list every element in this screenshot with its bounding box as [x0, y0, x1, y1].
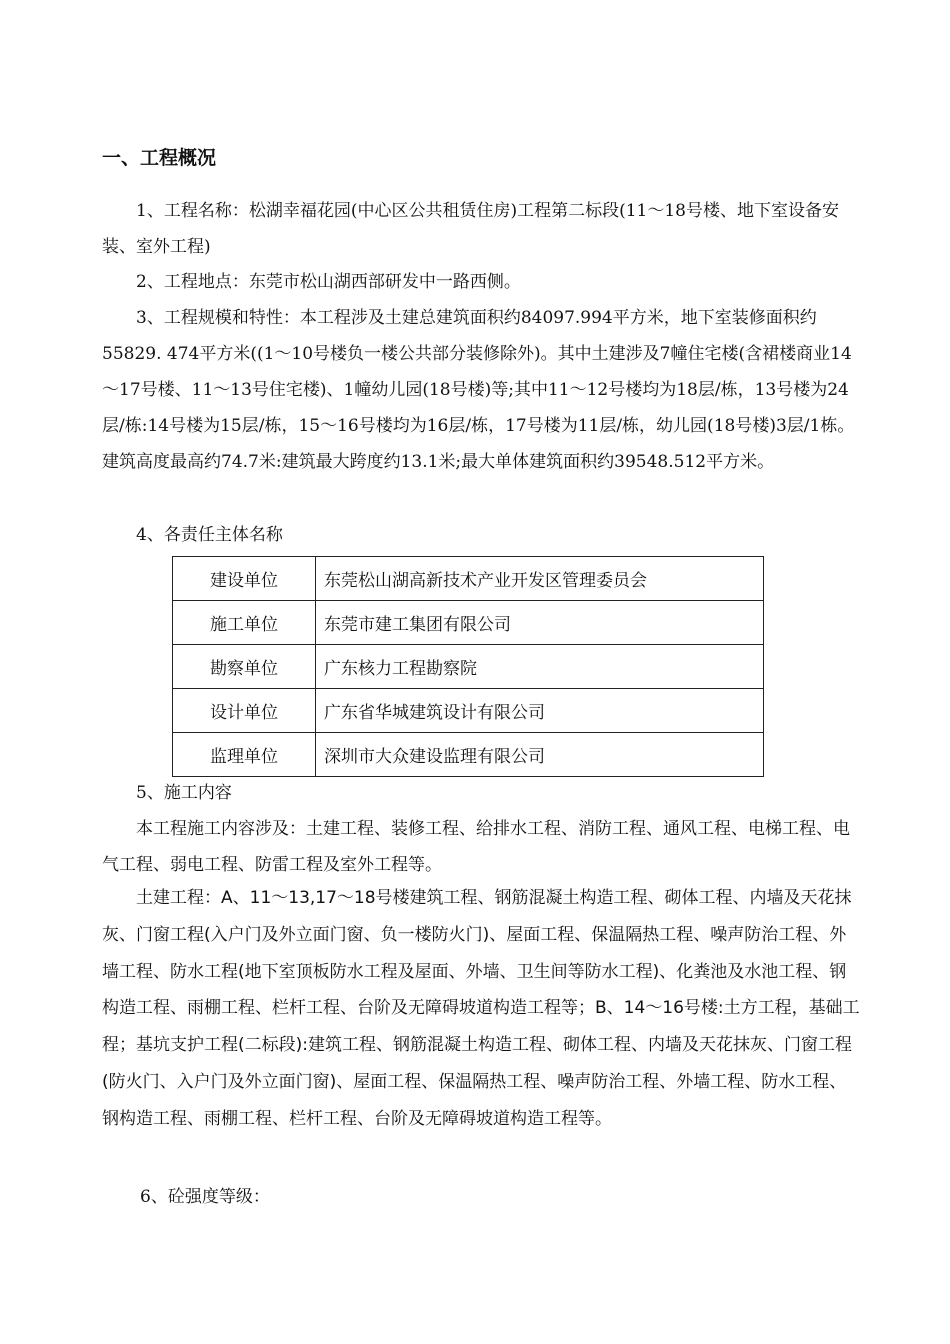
party-role-cell: 设计单位 — [173, 689, 316, 733]
table-row — [173, 645, 764, 689]
party-name-cell: 广东省华城建筑设计有限公司 — [316, 689, 764, 733]
party-role-cell: 监理单位 — [173, 733, 316, 777]
section-heading: 一、工程概况 — [102, 147, 217, 169]
content-summary-paragraph: 本工程施工内容涉及：土建工程、装修工程、给排水工程、消防工程、通风工程、电梯工程、电气工程、弱电工程、防雷工程及室外工程等。 — [102, 819, 850, 875]
project-location-paragraph: 2、工程地点：东莞市松山湖西部研发中一路西侧。 — [136, 272, 521, 292]
concrete-grade-title: 6、砼强度等级： — [140, 1187, 270, 1207]
table-row — [173, 689, 764, 733]
table-row — [173, 733, 764, 777]
project-name-paragraph: 1、工程名称：松湖幸福花园(中心区公共租赁住房)工程第二标段(11～18号楼、地下室设备安装、室外工程) — [102, 201, 839, 257]
content-title: 5、施工内容 — [136, 783, 232, 803]
table-row — [173, 601, 764, 645]
project-scale-paragraph: 3、工程规模和特性：本工程涉及土建总建筑面积约84097.994平方米，地下室装修面积约55829. 474平方米((1～10号楼负一楼公共部分装修除外)。其中土建涉及7幢住宅楼(含裙楼商业14～17号楼、11～13号住宅楼)、1幢幼儿园(18号楼)等;其中11～12号楼均为18层/栋，13号楼为24层/栋:14号楼为15层/栋，15～16号楼均为16层/栋，17号楼为11层/栋，幼儿园(18号楼)3层/1栋。建筑高度最高约74.7米:建筑最大跨度约13.1米;最大单体建筑面积约39548.512平方米。 — [102, 308, 855, 472]
table-row — [173, 557, 764, 601]
parties-table — [172, 556, 764, 777]
civil-works-paragraph: 土建工程：A、11～13,17～18号楼建筑工程、钢筋混凝土构造工程、砌体工程、内墙及天花抹灰、门窗工程(入户门及外立面门窗、负一楼防火门)、屋面工程、保温隔热工程、噪声防治工程、外墙工程、防水工程(地下室顶板防水工程及屋面、外墙、卫生间等防水工程)、化粪池及水池工程、钢构造工程、雨棚工程、栏杆工程、台阶及无障碍坡道构造工程等；B、14～16号楼:土方工程，基础工程；基坑支护工程(二标段):建筑工程、钢筋混凝土构造工程、砌体工程、内墙及天花抹灰、门窗工程(防火门、入户门及外立面门窗)、屋面工程、保温隔热工程、噪声防治工程、外墙工程、防水工程、钢构造工程、雨棚工程、栏杆工程、台阶及无障碍坡道构造工程等。 — [102, 888, 860, 1129]
parties-title: 4、各责任主体名称 — [136, 525, 283, 545]
party-name-cell: 广东核力工程勘察院 — [316, 645, 764, 689]
party-name-cell: 东莞松山湖高新技术产业开发区管理委员会 — [316, 557, 764, 601]
party-name-cell: 东莞市建工集团有限公司 — [316, 601, 764, 645]
party-role-cell: 施工单位 — [173, 601, 316, 645]
party-role-cell: 勘察单位 — [173, 645, 316, 689]
party-role-cell: 建设单位 — [173, 557, 316, 601]
party-name-cell: 深圳市大众建设监理有限公司 — [316, 733, 764, 777]
